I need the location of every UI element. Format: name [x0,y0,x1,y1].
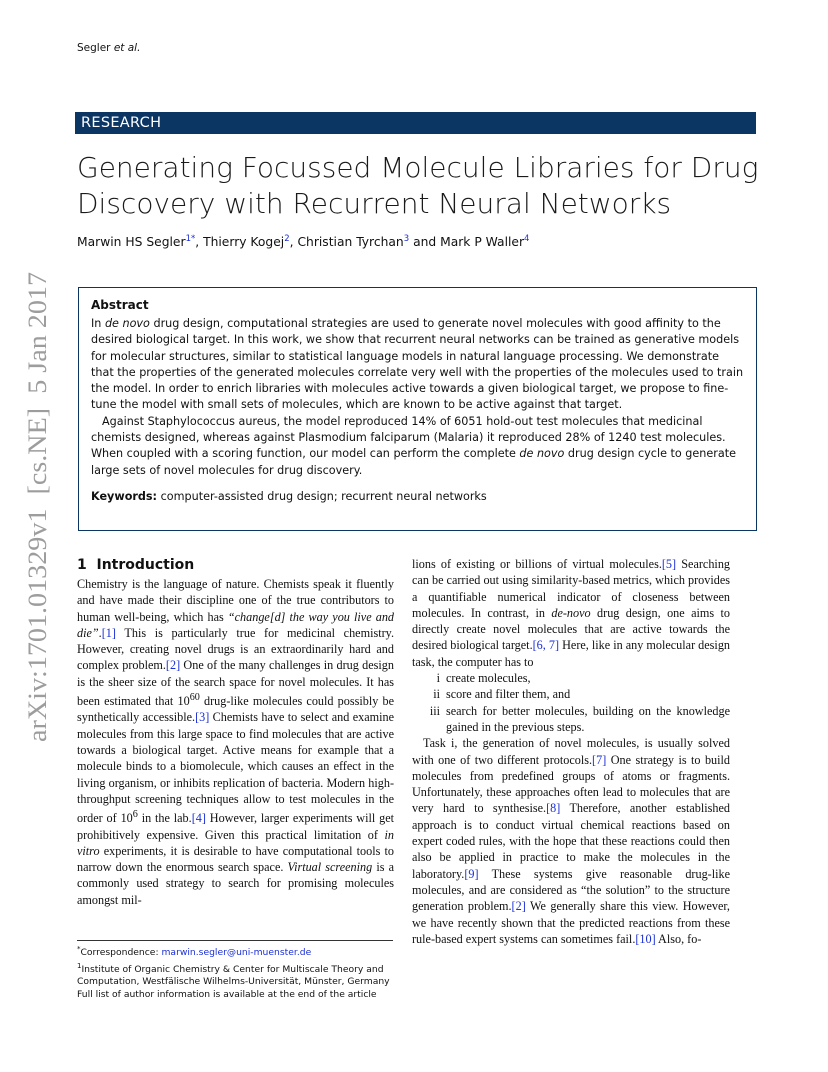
author-list [77,234,529,249]
text: One strategy is to build molecules from predefined groups of atoms or fragments. Unfortunately, these approaches often lead to molecules that are very hard to synthesise. [412,752,731,816]
left-column [77,556,394,908]
footnote-text: Institute of Organic Chemistry & Center for Multiscale Theory and Computation, Westfälische Wilhelms-Universität, Münster, Germany [77,963,390,988]
citation-link[interactable]: [2] [511,899,526,914]
text: These systems give reasonable drug-like molecules, and are considered as “the solution” to the structure generation problem. [412,866,730,914]
text: drug design, one aims to directly create novel molecules that are active towards the desired biological target. [412,605,730,653]
citation-link[interactable]: [3] [195,710,210,725]
intro-paragraph-1 [77,576,394,908]
list-item-number: iii [429,703,440,718]
title-line-1: Generating Focussed Molecule Libraries for Drug [77,151,759,184]
text: is a commonly used strategy to search for promising molecules amongst mil- [77,860,395,907]
text: However, larger experiments will get prohibitively expensive. Given this practical limitation of [77,811,394,842]
text: Also, fo- [655,931,702,946]
text: lions of existing or billions of virtual molecules. [412,557,662,571]
author-name: Christian Tyrchan [297,235,404,250]
citation-link[interactable]: [9] [464,866,479,881]
section-number: 1 [77,557,87,573]
list-item-text: score and filter them, and [446,687,571,702]
intro-paragraph-1-cont [412,556,730,670]
footnote-affiliation [77,960,397,989]
text: Chemistry is the language of nature. Chemists speak it fluently and have made their discipline one of the true contributors to human well-being, which has [77,577,394,624]
text: Task i, the generation of novel molecules, is usually solved with one of two different protocols. [412,736,730,767]
text: . [98,625,102,640]
footnote-mark: 1 [77,961,82,970]
author-separator: , [195,235,204,250]
author-name: Thierry Kogej [203,235,285,250]
section-heading [77,556,394,574]
exponent: 60 [189,692,200,704]
footnote-more-info: Full list of author information is available at the end of the article [77,988,377,1000]
author-name: Mark P Waller [440,235,525,250]
citation-link[interactable]: [8] [546,801,561,816]
text: In [91,317,105,330]
section-banner: RESEARCH [75,112,756,134]
text: Here, like in any molecular design task, the computer has to [412,638,731,669]
citation-link[interactable]: [4] [191,811,206,826]
citation-link[interactable]: [6, 7] [532,638,560,653]
citation-link[interactable]: [7] [592,752,607,767]
citation-link[interactable]: [1] [101,625,116,640]
citation-link[interactable]: [10] [635,931,656,946]
abstract-paragraph-2 [91,414,744,479]
text: We generally share this view. However, we have recently shown that the predicted reactions from these rule-based expert systems can sometimes fail. [412,899,730,946]
footnotes [77,943,397,1001]
footnote-label: Correspondence: [80,947,162,959]
email-link[interactable]: marwin.segler@uni-muenster.de [161,947,312,959]
author-separator: , [289,235,298,250]
keywords-label: Keywords: [91,489,158,503]
list-item [412,670,730,686]
keywords [91,489,744,505]
text: Searching can be carried out using similarity-based metrics, which provides a quantifiable numerical indicator of closeness between molecules. In contrast, in [412,557,731,620]
affiliation-link[interactable]: 4 [524,234,530,244]
text: drug-like molecules could possibly be synthetically accessible. [77,694,394,725]
text: Chemists have to select and examine molecules from this large space to find molecules that are active towards a biological target. Active means for example that a molecule binds to a biomolecule, which causes an effect in the living organism, or inhibits replication of bacteria. Modern high-throughput screening techniques allow to test molecules in the order of 10 [77,710,394,826]
author-separator: and [409,235,441,250]
text: drug design, computational strategies are used to generate novel molecules with good affinity to the desired biological target. In this work, we show that recurrent neural networks can be trained as generative models for molecular structures, similar to statistical language models in natural language processing. We demonstrate that the properties of the generated molecules correlate very well with the properties of the molecules used to train the model. In order to enrich libraries with molecules active towards a given biological target, we propose to fine-tune the model with small sets of molecules, which are known to be active against that target. [91,317,744,412]
text: Against Staphylococcus aureus, the model reproduced 14% of 6051 hold-out test molecules that medicinal chemists designed, whereas against Plasmodium falciparum (Malaria) it reproduced 28% of 1240 test molecules. When coupled with a scoring function, our model can perform the complete [91,414,726,461]
task-list [412,670,730,735]
emphasis: de novo [104,317,150,330]
emphasis: in vitro [77,827,394,858]
list-item-number: i [436,671,440,686]
paper-title [77,150,767,222]
quote: “change[d] the way you live and die” [77,609,395,640]
list-item-text: search for better molecules, building on the knowledge gained in the previous steps. [446,703,730,734]
list-item [412,686,730,702]
list-item-text: create molecules, [446,671,531,686]
title-line-2: Discovery with Recurrent Neural Networks [77,187,672,220]
text: in the lab. [137,811,192,826]
footnote-divider [77,940,393,941]
citation-link[interactable]: [2] [165,658,181,673]
text: experiments, it is desirable to have computational tools to narrow down the enormous search space. [77,843,394,875]
text: This is particularly true for medicinal chemistry. However, creating novel drugs is an extraordinarily hard and complex problem. [77,625,394,673]
running-head-author: Segler [77,42,111,54]
abstract-heading: Abstract [91,298,149,312]
exponent: 6 [132,809,138,821]
affiliation-link[interactable]: 3 [403,234,410,244]
right-column [412,556,730,947]
running-head [77,42,140,54]
citation-link[interactable]: [5] [661,557,677,571]
text: Therefore, another established approach is to conduct virtual chemical reactions based on expert coded rules, with the hope that these reactions could then also be applied in practice to make the molecules in the laboratory. [412,801,730,881]
emphasis: de novo [519,447,565,461]
emphasis: de-novo [551,605,591,620]
intro-paragraph-2 [412,735,730,947]
author-name: Marwin HS Segler [77,235,186,250]
abstract-box [78,287,757,531]
affiliation-link[interactable]: 1* [185,234,196,244]
footnote-mark: * [77,945,81,953]
running-head-etal: et al. [113,42,141,54]
affiliation-link[interactable]: 2 [284,234,290,244]
list-item-number: ii [433,687,440,702]
arxiv-identifier[interactable]: arXiv:1701.01329v1 [cs.NE] 5 Jan 2017 [23,307,52,742]
abstract-paragraph-1 [91,316,744,414]
list-item [412,703,730,736]
footnote-correspondence [77,943,397,960]
keywords-text: computer-assisted drug design; recurrent neural networks [160,489,487,503]
section-title: Introduction [96,557,195,573]
text: drug design cycle to generate large sets of novel molecules for drug discovery. [91,447,736,477]
text: One of the many challenges in drug design is the sheer size of the search space for novel molecules. It has been estimated that 10 [77,658,394,709]
emphasis: Virtual screening [287,860,373,875]
